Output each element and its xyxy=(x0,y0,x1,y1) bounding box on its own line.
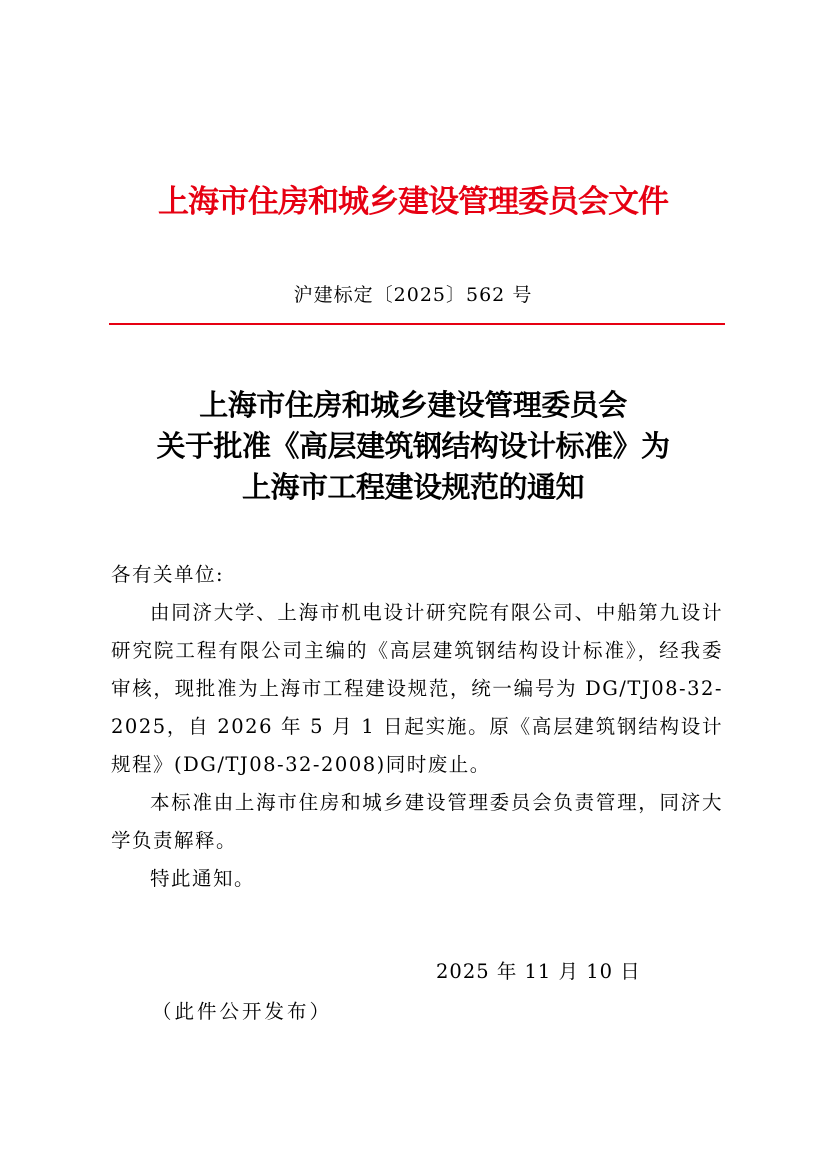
closing-paragraph: 特此通知。 xyxy=(150,867,256,890)
red-divider-line xyxy=(109,323,725,325)
publication-note: （此件公开发布） xyxy=(152,1000,333,1023)
issue-date: 2025 年 11 月 10 日 xyxy=(436,960,641,983)
document-header-title: 上海市住房和城乡建设管理委员会文件 xyxy=(158,184,668,220)
notice-body xyxy=(111,556,723,898)
notice-title-line: 关于批准《高层建筑钢结构设计标准》为 xyxy=(156,429,670,463)
notice-title-line: 上海市工程建设规范的通知 xyxy=(241,470,584,504)
document-number: 沪建标定〔2025〕562 号 xyxy=(293,284,533,306)
body-paragraph: 由同济大学、上海市机电设计研究院有限公司、中船第九设计研究院工程有限公司主编的《高层建筑钢结构设计标准》，经我委审核，现批准为上海市工程建设规范，统一编号为 DG/TJ08-32-2025，自 2026 年 5 月 1 日起实施。原《高层建筑钢结构设计规程》(DG/TJ08-32-2008)同时废止。 xyxy=(111,601,723,776)
notice-title xyxy=(0,385,826,508)
notice-title-line: 上海市住房和城乡建设管理委员会 xyxy=(199,388,627,422)
salutation: 各有关单位: xyxy=(111,563,225,586)
body-paragraph: 本标准由上海市住房和城乡建设管理委员会负责管理，同济大学负责解释。 xyxy=(111,791,723,852)
